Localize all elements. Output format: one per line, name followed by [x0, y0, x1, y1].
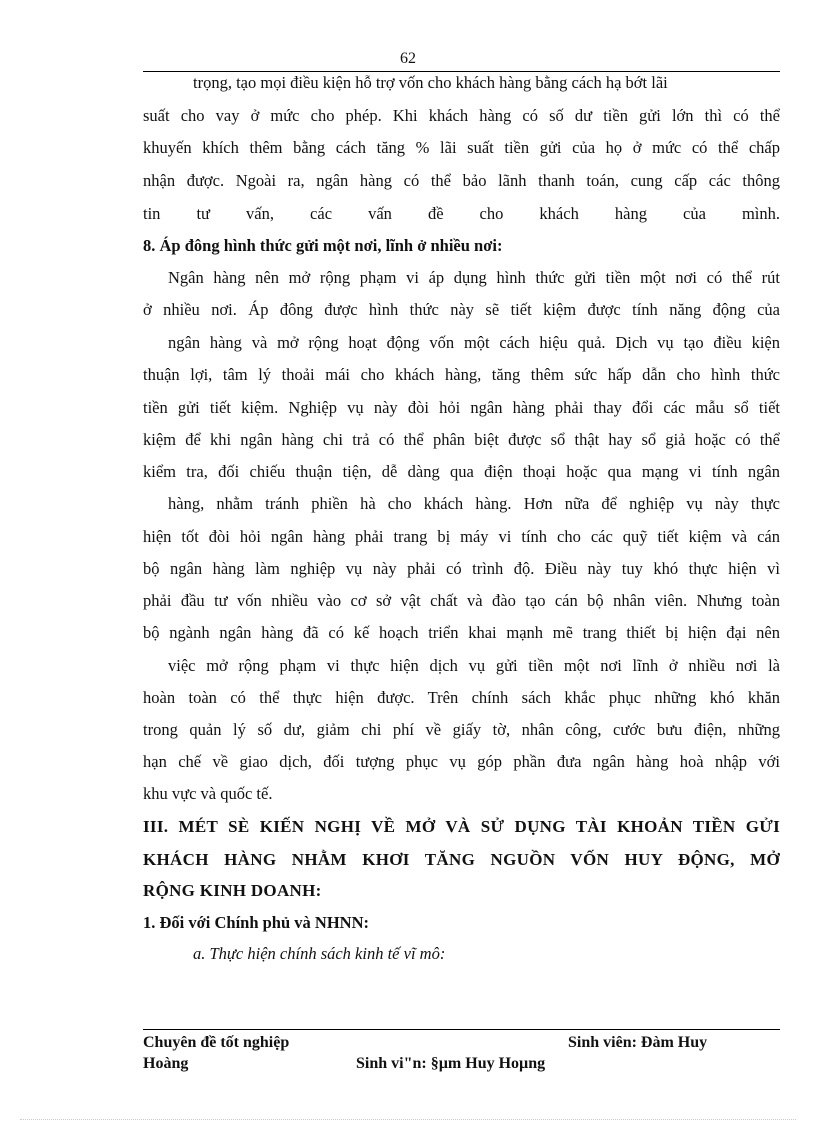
text-line: thuận lợi, tâm lý thoải mái cho khách hàng, tăng thêm sức hấp dẫn cho hình thức [143, 365, 780, 384]
text-line: hạn chế về giao dịch, đối tượng phục vụ góp phần đưa ngân hàng hoà nhập với [143, 752, 780, 771]
text-line: việc mở rộng phạm vi thực hiện dịch vụ gửi tiền một nơi lĩnh ở nhiều nơi là [168, 656, 780, 675]
text-line: trọng, tạo mọi điều kiện hỗ trợ vốn cho khách hàng bằng cách hạ bớt lãi [193, 73, 668, 92]
text-line: nhận được. Ngoài ra, ngân hàng có thể bảo lãnh thanh toán, cung cấp các thông [143, 171, 780, 190]
text-line: hàng, nhằm tránh phiền hà cho khách hàng. Hơn nữa để nghiệp vụ này thực [168, 494, 780, 513]
section-heading: 8. Áp đông hình thức gửi một nơi, lĩnh ở nhiều nơi: [143, 236, 503, 255]
footer-center-line2: Sinh vi"n: §µm Huy Hoµng [356, 1055, 546, 1072]
text-line: tin tư vấn, các vấn đề cho khách hàng của mình. [143, 204, 780, 223]
text-line: trong quản lý số dư, giảm chi phí về giấy tờ, nhân công, cước bưu điện, những [143, 720, 780, 739]
text-line: bộ ngân hàng làm nghiệp vụ này phải có trình độ. Điều này tuy khó thực hiện vì [143, 559, 780, 578]
text-line: khu vực và quốc tế. [143, 784, 273, 803]
text-line: kiệm để khi ngân hàng chi trả có thể phân biệt được sổ thật hay sổ giả hoặc có thể [143, 430, 780, 449]
subsection-heading: 1. Đối với Chính phủ và NHNN: [143, 913, 369, 932]
footer-rule [143, 1029, 780, 1030]
footer-left-line2: Hoàng [143, 1055, 189, 1072]
text-line: ở nhiều nơi. Áp đông được hình thức này sẽ tiết kiệm được tính năng động của [143, 300, 780, 319]
footer-right-line1: Sinh viên: Đàm Huy [568, 1034, 708, 1051]
text-line: suất cho vay ở mức cho phép. Khi khách hàng có số dư tiền gửi lớn thì có thể [143, 106, 780, 125]
text-line: khuyến khích thêm bằng cách tăng % lãi suất tiền gửi của họ ở mức có thể chấp [143, 138, 780, 157]
text-line: hoàn toàn có thể thực hiện được. Trên chính sách khắc phục những khó khăn [143, 688, 780, 707]
text-line: Ngân hàng nên mở rộng phạm vi áp dụng hình thức gửi tiền một nơi có thể rút [168, 268, 780, 287]
chapter-heading: RỘNG KINH DOANH: [143, 881, 322, 900]
page-number: 62 [400, 50, 416, 67]
subsection-title: a. Thực hiện chính sách kinh tế vĩ mô: [193, 944, 446, 963]
chapter-heading: KHÁCH HÀNG NHẰM KHƠI TĂNG NGUỒN VỐN HUY ĐỘNG, MỞ [143, 850, 780, 869]
text-line: bộ ngành ngân hàng đã có kế hoạch triển khai mạnh mẽ trang thiết bị hiện đại nên [143, 623, 780, 642]
text-line: phải đầu tư vốn nhiều vào cơ sở vật chất và đào tạo cán bộ nhân viên. Nhưng toàn [143, 591, 780, 610]
chapter-heading: III. MÉT SÈ KIẾN NGHỊ VỀ MỞ VÀ SỬ DỤNG TÀI KHOẢN TIỀN GỬI [143, 817, 780, 836]
text-line: ngân hàng và mở rộng hoạt động vốn một cách hiệu quả. Dịch vụ tạo điều kiện [168, 333, 780, 352]
bottom-dotted-divider [20, 1119, 796, 1120]
text-line: kiểm tra, đối chiếu thuận tiện, dễ dàng qua điện thoại hoặc qua mạng vi tính ngân [143, 462, 780, 481]
text-line: tiền gửi tiết kiệm. Nghiệp vụ này đòi hỏi ngân hàng phải thay đổi các mẫu sổ tiết [143, 398, 780, 417]
footer-left-line1: Chuyên đề tốt nghiệp [143, 1034, 290, 1051]
text-line: hiện tốt đòi hỏi ngân hàng phải trang bị máy vi tính cho các quỹ tiết kiệm và cán [143, 527, 780, 546]
